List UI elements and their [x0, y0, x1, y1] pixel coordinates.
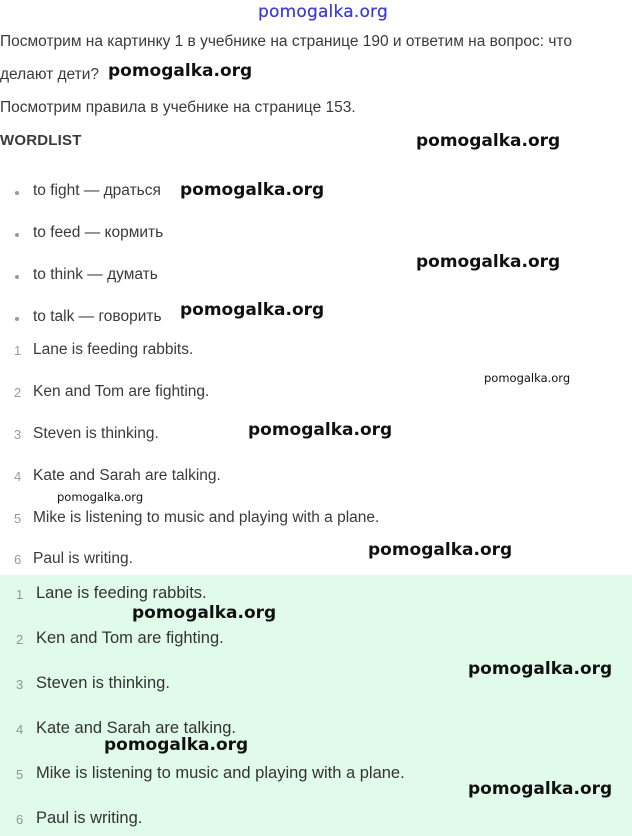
highlighted-answer-number: 4 [16, 722, 24, 737]
bullet-icon [15, 191, 19, 195]
highlighted-answer-text: Paul is writing. [36, 809, 143, 827]
answer-text: Paul is writing. [33, 550, 133, 567]
highlighted-answer-number: 2 [16, 632, 24, 647]
watermark: pomogalka.org [416, 252, 561, 272]
watermark: pomogalka.org [468, 779, 613, 799]
wordlist-item: to talk — говорить [33, 308, 162, 325]
watermark: pomogalka.org [468, 659, 613, 679]
wordlist-heading: WORDLIST [0, 132, 82, 149]
highlighted-answer-text: Ken and Tom are fighting. [36, 629, 224, 647]
intro-paragraph-line-1: Посмотрим на картинку 1 в учебнике на странице 190 и ответим на вопрос: что [0, 33, 572, 50]
answer-number: 6 [14, 552, 22, 567]
rules-paragraph: Посмотрим правила в учебнике на странице 153. [0, 99, 356, 116]
watermark: pomogalka.org [416, 131, 561, 151]
wordlist-item: to think — думать [33, 266, 158, 283]
watermark: pomogalka.org [180, 180, 325, 200]
answer-text: Kate and Sarah are talking. [33, 467, 221, 484]
watermark: pomogalka.org [180, 300, 325, 320]
answer-number: 3 [14, 427, 22, 442]
bullet-icon [15, 233, 19, 237]
answer-text: Steven is thinking. [33, 425, 159, 442]
bullet-icon [15, 317, 19, 321]
watermark: pomogalka.org [368, 540, 513, 560]
answer-number: 2 [14, 385, 22, 400]
answer-text: Mike is listening to music and playing with a plane. [33, 509, 380, 526]
bullet-icon [15, 275, 19, 279]
highlighted-answer-text: Lane is feeding rabbits. [36, 584, 207, 602]
watermark: pomogalka.org [132, 603, 277, 623]
intro-paragraph-line-2: делают дети? [0, 66, 100, 83]
highlighted-answer-text: Kate and Sarah are talking. [36, 719, 236, 737]
highlighted-answer-number: 1 [16, 587, 24, 602]
answer-text: Ken and Tom are fighting. [33, 383, 210, 400]
watermark: pomogalka.org [108, 61, 253, 81]
watermark: pomogalka.org [248, 420, 393, 440]
highlighted-answer-number: 5 [16, 767, 24, 782]
highlighted-answer-text: Steven is thinking. [36, 674, 170, 692]
watermark: pomogalka.org [484, 371, 571, 385]
site-logo[interactable]: pomogalka.org [258, 2, 388, 22]
wordlist-item: to fight — драться [33, 182, 161, 199]
answer-number: 5 [14, 511, 22, 526]
answer-number: 1 [14, 343, 22, 358]
wordlist-item: to feed — кормить [33, 224, 164, 241]
watermark: pomogalka.org [57, 490, 144, 504]
highlighted-answer-number: 6 [16, 812, 24, 827]
highlighted-answer-number: 3 [16, 677, 24, 692]
answer-text: Lane is feeding rabbits. [33, 341, 194, 358]
answer-number: 4 [14, 469, 22, 484]
highlighted-answer-text: Mike is listening to music and playing with a plane. [36, 764, 405, 782]
watermark: pomogalka.org [104, 735, 249, 755]
